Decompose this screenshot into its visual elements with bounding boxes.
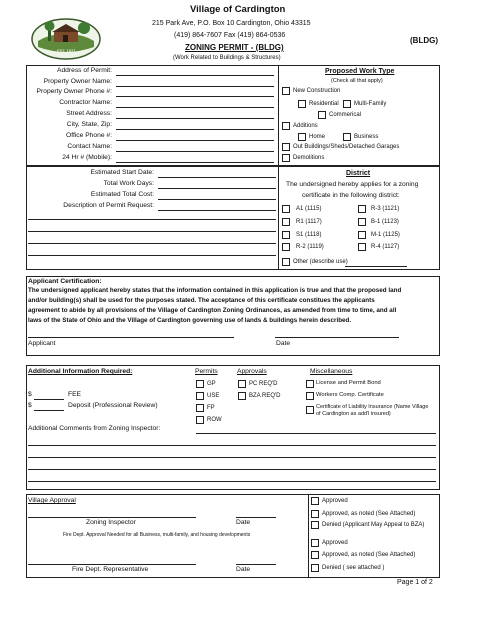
permit-checkbox[interactable] xyxy=(196,380,204,388)
home-checkbox[interactable] xyxy=(298,133,306,141)
district-left-label: R1 (1117) xyxy=(296,219,322,225)
permit-label: ROW xyxy=(207,417,222,423)
approval-checkbox[interactable] xyxy=(238,392,246,400)
approvals-title: Approvals xyxy=(237,368,267,375)
village-approval-option: Approved xyxy=(322,498,348,504)
description-line[interactable] xyxy=(28,231,276,232)
district-left-label: R-2 (1119) xyxy=(296,244,324,250)
fee-line[interactable] xyxy=(34,399,64,400)
village-approval-checkbox[interactable] xyxy=(311,497,319,505)
district-right-checkbox[interactable] xyxy=(358,231,366,239)
fee-dollar: $ xyxy=(28,391,32,398)
multi-family-label: Multi-Family xyxy=(354,101,387,107)
liability-insurance-label2: of Cardington as add'l insured) xyxy=(316,411,391,417)
district-left-checkbox[interactable] xyxy=(282,243,290,251)
certification-line2: and/or building(s) shall be used for the purposes stated. The acceptance of this certificate constitues the applicants xyxy=(28,297,375,304)
liability-insurance-checkbox[interactable] xyxy=(306,406,314,414)
village-approval-checkbox[interactable] xyxy=(311,521,319,529)
owner-field-label: Contact Name: xyxy=(67,143,112,150)
outbuildings-checkbox[interactable] xyxy=(282,143,290,151)
district-left-checkbox[interactable] xyxy=(282,231,290,239)
permit-label: FP xyxy=(207,405,215,411)
owner-field-label: Street Address: xyxy=(66,110,112,117)
page-number: Page 1 of 2 xyxy=(397,579,433,586)
approval-label: PC REQ'D xyxy=(249,381,278,387)
inspector-date-label: Date xyxy=(236,519,251,526)
village-address: 215 Park Ave, P.O. Box 10 Cardington, Ohio 43315 xyxy=(152,20,311,27)
misc-checkbox[interactable] xyxy=(306,380,314,388)
new-construction-checkbox[interactable] xyxy=(282,87,290,95)
district-left-label: S1 (1118) xyxy=(296,232,322,238)
schedule-field-line[interactable] xyxy=(158,210,276,211)
additions-label: Additions xyxy=(293,123,318,129)
other-district-line[interactable] xyxy=(345,266,407,267)
certification-line3: agreement to abide by all provisions of the Village of Cardington Zoning Ordinances, as amended from time to time, and all xyxy=(28,307,397,314)
village-logo xyxy=(30,17,102,61)
permit-checkbox[interactable] xyxy=(196,416,204,424)
permit-checkbox[interactable] xyxy=(196,404,204,412)
deposit-line[interactable] xyxy=(34,410,64,411)
owner-field-line[interactable] xyxy=(116,86,274,87)
description-line[interactable] xyxy=(28,243,276,244)
schedule-field-line[interactable] xyxy=(158,177,276,178)
inspector-signature-line[interactable] xyxy=(28,517,196,518)
owner-field-label: Property Owner Phone #: xyxy=(36,88,112,95)
demolitions-checkbox[interactable] xyxy=(282,154,290,162)
comments-line[interactable] xyxy=(28,469,436,470)
applicant-signature-line[interactable] xyxy=(28,337,234,338)
fee-label: FEE xyxy=(68,391,82,398)
permit-subtitle: (Work Related to Buildings & Structures) xyxy=(173,55,281,61)
comments-line[interactable] xyxy=(28,445,436,446)
permit-title: ZONING PERMIT - (BLDG) xyxy=(185,43,284,52)
misc-title: Miscellaneous xyxy=(310,368,353,375)
district-right-label: B-1 (1123) xyxy=(371,219,399,225)
fire-approval-option: Approved, as noted (See Attached) xyxy=(322,552,416,558)
certification-line4: laws of the State of Ohio and the Village of Cardington governing use of lands & buildings herein described. xyxy=(28,317,352,324)
district-right-label: R-3 (1121) xyxy=(371,206,400,212)
owner-field-line[interactable] xyxy=(116,162,274,163)
schedule-field-label: Estimated Start Date: xyxy=(90,169,154,176)
district-right-checkbox[interactable] xyxy=(358,205,366,213)
permit-checkbox[interactable] xyxy=(196,392,204,400)
additional-title: Additional Information Required: xyxy=(28,368,133,375)
inspector-date-line[interactable] xyxy=(236,517,276,518)
owner-field-line[interactable] xyxy=(116,107,274,108)
owner-field-line[interactable] xyxy=(116,129,274,130)
owner-field-line[interactable] xyxy=(116,140,274,141)
schedule-field-line[interactable] xyxy=(158,199,276,200)
description-line[interactable] xyxy=(28,255,276,256)
fire-date-label: Date xyxy=(236,566,251,573)
owner-field-line[interactable] xyxy=(116,75,274,76)
liability-insurance-label: Certificate of Liability Insurance (Name Village xyxy=(316,404,429,410)
village-approval-option: Approved, as noted (See Attached) xyxy=(322,511,416,517)
deposit-label: Deposit (Professional Review) xyxy=(68,402,158,409)
district-right-label: M-1 (1125) xyxy=(371,232,400,238)
comments-line[interactable] xyxy=(28,481,436,482)
business-label: Business xyxy=(354,134,379,140)
fire-dept-note: Fire Dept. Approval Needed for all Business, multi-family, and housing developments xyxy=(63,532,251,538)
owner-field-line[interactable] xyxy=(116,151,274,152)
comments-line[interactable] xyxy=(196,433,436,434)
work-type-title: Proposed Work Type xyxy=(325,68,395,75)
applicant-label: Applicant xyxy=(28,340,56,347)
applicant-date-label: Date xyxy=(276,340,291,347)
fire-date-line[interactable] xyxy=(236,564,276,565)
section-divider xyxy=(308,494,309,578)
business-checkbox[interactable] xyxy=(343,133,351,141)
residential-label: Residential xyxy=(309,101,339,107)
misc-checkbox[interactable] xyxy=(306,392,314,400)
schedule-field-line[interactable] xyxy=(158,188,276,189)
owner-field-label: Contractor Name: xyxy=(59,99,112,106)
district-line1: The undersigned hereby applies for a zoning xyxy=(286,181,419,188)
outbuildings-label: Out Buildings/Sheds/Detached Garages xyxy=(293,144,400,150)
permit-label: USE xyxy=(207,393,220,399)
owner-field-label: 24 Hr # (Mobile): xyxy=(62,154,112,161)
logo-caption: EST. 1837 xyxy=(57,48,76,53)
district-title: District xyxy=(346,170,371,177)
applicant-date-line[interactable] xyxy=(275,337,399,338)
fire-approval-checkbox[interactable] xyxy=(311,539,319,547)
approval-checkbox[interactable] xyxy=(238,380,246,388)
district-right-checkbox[interactable] xyxy=(358,243,366,251)
district-right-checkbox[interactable] xyxy=(358,218,366,226)
owner-field-line[interactable] xyxy=(116,96,274,97)
other-district-label: Other (describe use) xyxy=(293,259,348,265)
misc-label: License and Permit Bond xyxy=(316,380,381,386)
district-line2: certificate in the following district: xyxy=(302,192,400,199)
home-label: Home xyxy=(309,134,326,140)
section-divider xyxy=(278,65,279,166)
misc-label: Workers Comp. Certificate xyxy=(316,392,384,398)
village-phone: (419) 864-7607 Fax (419) 864-0536 xyxy=(174,32,286,39)
comments-line[interactable] xyxy=(28,457,436,458)
deposit-dollar: $ xyxy=(28,402,32,409)
district-left-label: A1 (1115) xyxy=(296,206,322,212)
work-type-note: (Check all that apply) xyxy=(331,78,383,84)
district-left-checkbox[interactable] xyxy=(282,205,290,213)
fire-approval-option: Approved xyxy=(322,540,348,546)
owner-field-label: City, State, Zip: xyxy=(66,121,112,128)
permit-code: (BLDG) xyxy=(410,36,438,45)
multi-family-checkbox[interactable] xyxy=(343,100,351,108)
certification-line1: The undersigned applicant hereby states that the information contained in this application is true and that the proposed land xyxy=(28,287,402,294)
owner-field-label: Address of Permit: xyxy=(56,67,112,74)
village-approval-checkbox[interactable] xyxy=(311,510,319,518)
description-line[interactable] xyxy=(28,219,276,220)
demolitions-label: Demolitions xyxy=(293,155,325,161)
approval-label: BZA REQ'D xyxy=(249,393,281,399)
owner-field-line[interactable] xyxy=(116,118,274,119)
additions-checkbox[interactable] xyxy=(282,122,290,130)
village-approval-title: Village Approval xyxy=(28,497,76,504)
district-right-label: R-4 (1127) xyxy=(371,244,400,250)
district-left-checkbox[interactable] xyxy=(282,218,290,226)
section-divider xyxy=(278,166,279,270)
village-approval-option: Denied (Applicant May Appeal to BZA) xyxy=(322,522,425,528)
fire-signature-line[interactable] xyxy=(28,564,196,565)
schedule-field-label: Estimated Total Cost: xyxy=(90,191,154,198)
fire-approval-checkbox[interactable] xyxy=(311,551,319,559)
fire-rep-label: Fire Dept. Representative xyxy=(72,566,149,573)
other-district-checkbox[interactable] xyxy=(282,258,290,266)
new-construction-label: New Construction xyxy=(293,88,341,94)
village-name: Village of Cardington xyxy=(190,4,286,15)
owner-field-label: Property Owner Name: xyxy=(43,78,112,85)
schedule-field-label: Description of Permit Request: xyxy=(63,202,154,209)
certification-title: Applicant Certification: xyxy=(28,278,102,285)
comments-label: Additional Comments from Zoning Inspector: xyxy=(28,425,161,432)
fire-approval-checkbox[interactable] xyxy=(311,564,319,572)
permits-title: Permits xyxy=(195,368,218,375)
residential-checkbox[interactable] xyxy=(298,100,306,108)
fire-approval-option: Denied ( see attached ) xyxy=(322,565,385,571)
permit-label: GP xyxy=(207,381,216,387)
schedule-field-label: Total Work Days: xyxy=(103,180,154,187)
commercial-label: Commerical xyxy=(329,112,362,118)
zoning-inspector-label: Zoning Inspector xyxy=(86,519,136,526)
owner-field-label: Office Phone #: xyxy=(66,132,112,139)
commercial-checkbox[interactable] xyxy=(318,111,326,119)
